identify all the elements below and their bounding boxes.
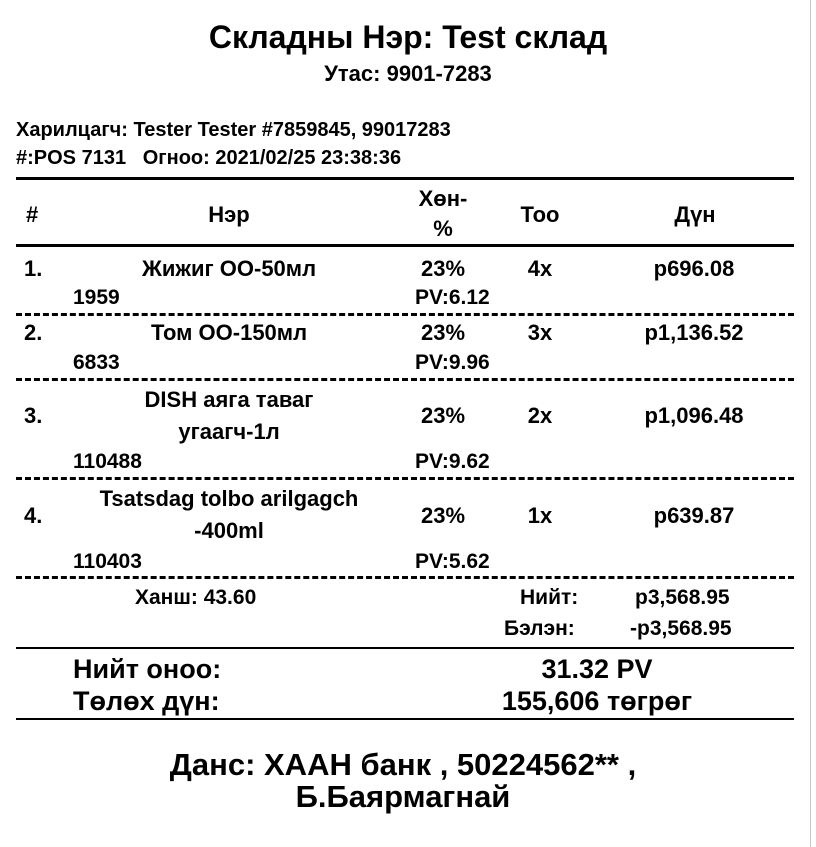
item-number: 3. [24, 403, 43, 428]
points-value: 31.32 PV [541, 654, 653, 684]
item-number: 2. [24, 320, 43, 345]
item-qty: 1x [527, 503, 553, 528]
col-discount-header-top: Хөн- [418, 186, 468, 211]
col-qty-header: Тоо [520, 202, 560, 227]
cash-label: Бэлэн: [504, 617, 575, 640]
phone-line: Утас: 9901-7283 [324, 61, 492, 86]
item-qty: 2x [527, 403, 553, 428]
payment-label: Төлөх дүн: [73, 686, 220, 716]
item-name-line2: угаагч-1л [178, 419, 280, 444]
total-label: Нийт: [520, 586, 579, 609]
item-divider [16, 313, 794, 316]
item-number: 1. [24, 256, 43, 281]
account-holder: Б.Баярмагнай [295, 779, 511, 814]
item-divider [16, 378, 794, 381]
item-divider [16, 576, 794, 579]
item-amount: р696.08 [653, 256, 735, 281]
page-edge-line [810, 0, 811, 847]
item-name: Том ОО-150мл [150, 320, 308, 345]
exchange-rate: Ханш: 43.60 [135, 586, 257, 609]
item-amount: р1,136.52 [644, 320, 744, 345]
item-number: 4. [24, 503, 43, 528]
payment-value: 155,606 төгрөг [501, 686, 693, 716]
item-discount: 23% [420, 320, 466, 345]
item-code: 110488 [73, 450, 142, 473]
item-qty: 4x [527, 256, 553, 281]
col-num-header: # [26, 202, 39, 227]
item-name-line2: -400ml [194, 518, 264, 543]
item-pv: PV:9.62 [415, 450, 490, 473]
col-discount-header-bottom: % [433, 216, 453, 241]
item-name: Tsatsdag tolbo arilgagch [99, 486, 359, 511]
item-amount: р1,096.48 [644, 403, 744, 428]
warehouse-title: Складны Нэр: Test склад [208, 19, 608, 55]
item-name: DISH аяга таваг [144, 387, 314, 412]
customer-line: Харилцагч: Tester Tester #7859845, 99017283 [16, 119, 451, 141]
item-name: Жижиг ОО-50мл [141, 256, 317, 281]
item-code: 1959 [73, 286, 120, 309]
item-discount: 23% [420, 503, 466, 528]
divider-header [16, 244, 794, 247]
item-amount: р639.87 [653, 503, 735, 528]
divider-summary [16, 647, 794, 649]
item-discount: 23% [420, 256, 466, 281]
item-code: 110403 [73, 550, 142, 573]
divider-top [16, 177, 794, 180]
item-divider [16, 477, 794, 480]
divider-bottom [16, 718, 794, 720]
item-pv: PV:9.96 [415, 351, 490, 374]
total-value: р3,568.95 [635, 586, 730, 609]
points-label: Нийт оноо: [73, 654, 222, 684]
item-pv: PV:5.62 [415, 550, 490, 573]
cash-value: -р3,568.95 [630, 617, 732, 640]
item-qty: 3x [527, 320, 553, 345]
col-name-header: Нэр [208, 202, 250, 227]
item-discount: 23% [420, 403, 466, 428]
item-code: 6833 [73, 351, 120, 374]
col-amount-header: Дүн [674, 202, 716, 227]
item-pv: PV:6.12 [415, 286, 490, 309]
bank-account-line: Данс: ХААН банк , 50224562** , [169, 747, 637, 782]
pos-date-line: #:POS 7131 Огноо: 2021/02/25 23:38:36 [16, 147, 402, 169]
